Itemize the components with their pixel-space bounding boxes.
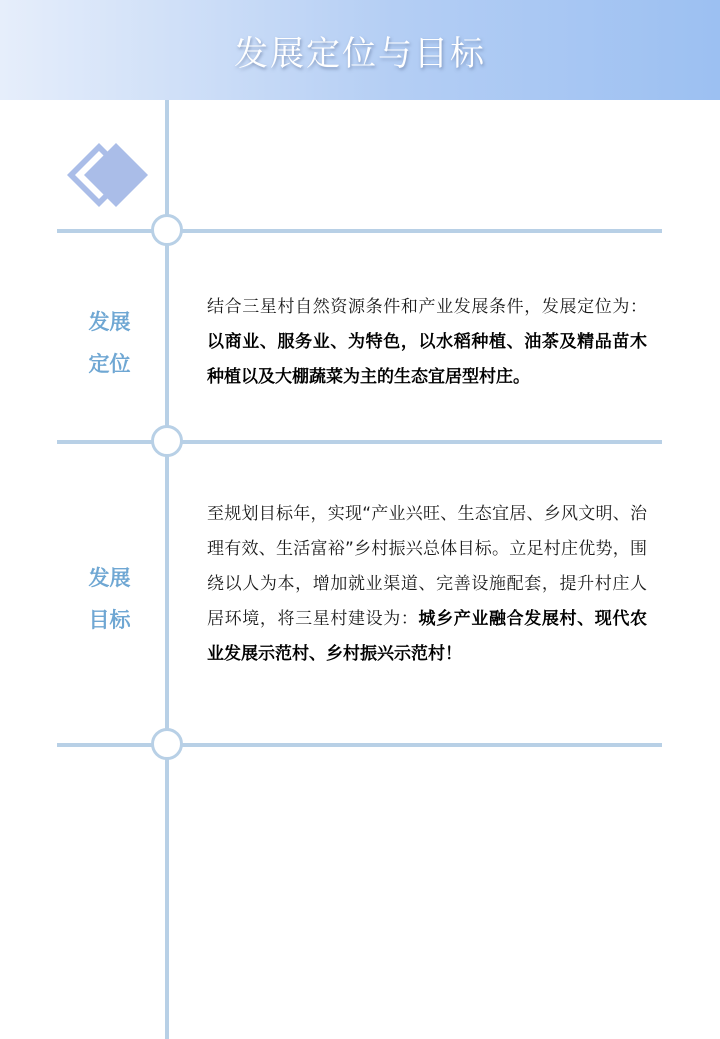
timeline-node-3 (151, 728, 183, 760)
timeline-node-1 (151, 214, 183, 246)
section-text-positioning (207, 290, 647, 395)
section-label-line: 定位 (88, 352, 131, 376)
divider-line-1 (57, 229, 662, 233)
timeline-node-2 (151, 425, 183, 457)
section-text-normal: 至规划目标年，实现“产业兴旺、生态宜居、乡风文明、治理有效、生活富裕”乡村振兴总体目标。立足村庄优势，围绕以人为本，增加就业渠道、完善设施配套，提升村庄人居环境，将三星村建设为： (207, 504, 647, 629)
divider-line-2 (57, 440, 662, 444)
section-label-line: 发展 (88, 310, 131, 334)
section-text-normal: 结合三星村自然资源条件和产业发展条件，发展定位为： (207, 297, 647, 317)
divider-line-3 (57, 743, 662, 747)
section-text-bold: 以商业、服务业、为特色，以水稻种植、油茶及精品苗木种植以及大棚蔬菜为主的生态宜居型村庄。 (207, 332, 647, 387)
page-title: 发展定位与目标 (234, 34, 486, 74)
section-label-line: 发展 (88, 566, 131, 590)
double-diamond-icon (64, 140, 154, 210)
section-text-goal (207, 497, 647, 672)
section-label-line: 目标 (88, 608, 131, 632)
page-header (0, 0, 720, 100)
section-label-goal (62, 557, 157, 641)
section-label-positioning (62, 301, 157, 385)
section-text-bold: 城乡产业融合发展村、现代农业发展示范村、乡村振兴示范村！ (207, 609, 647, 664)
